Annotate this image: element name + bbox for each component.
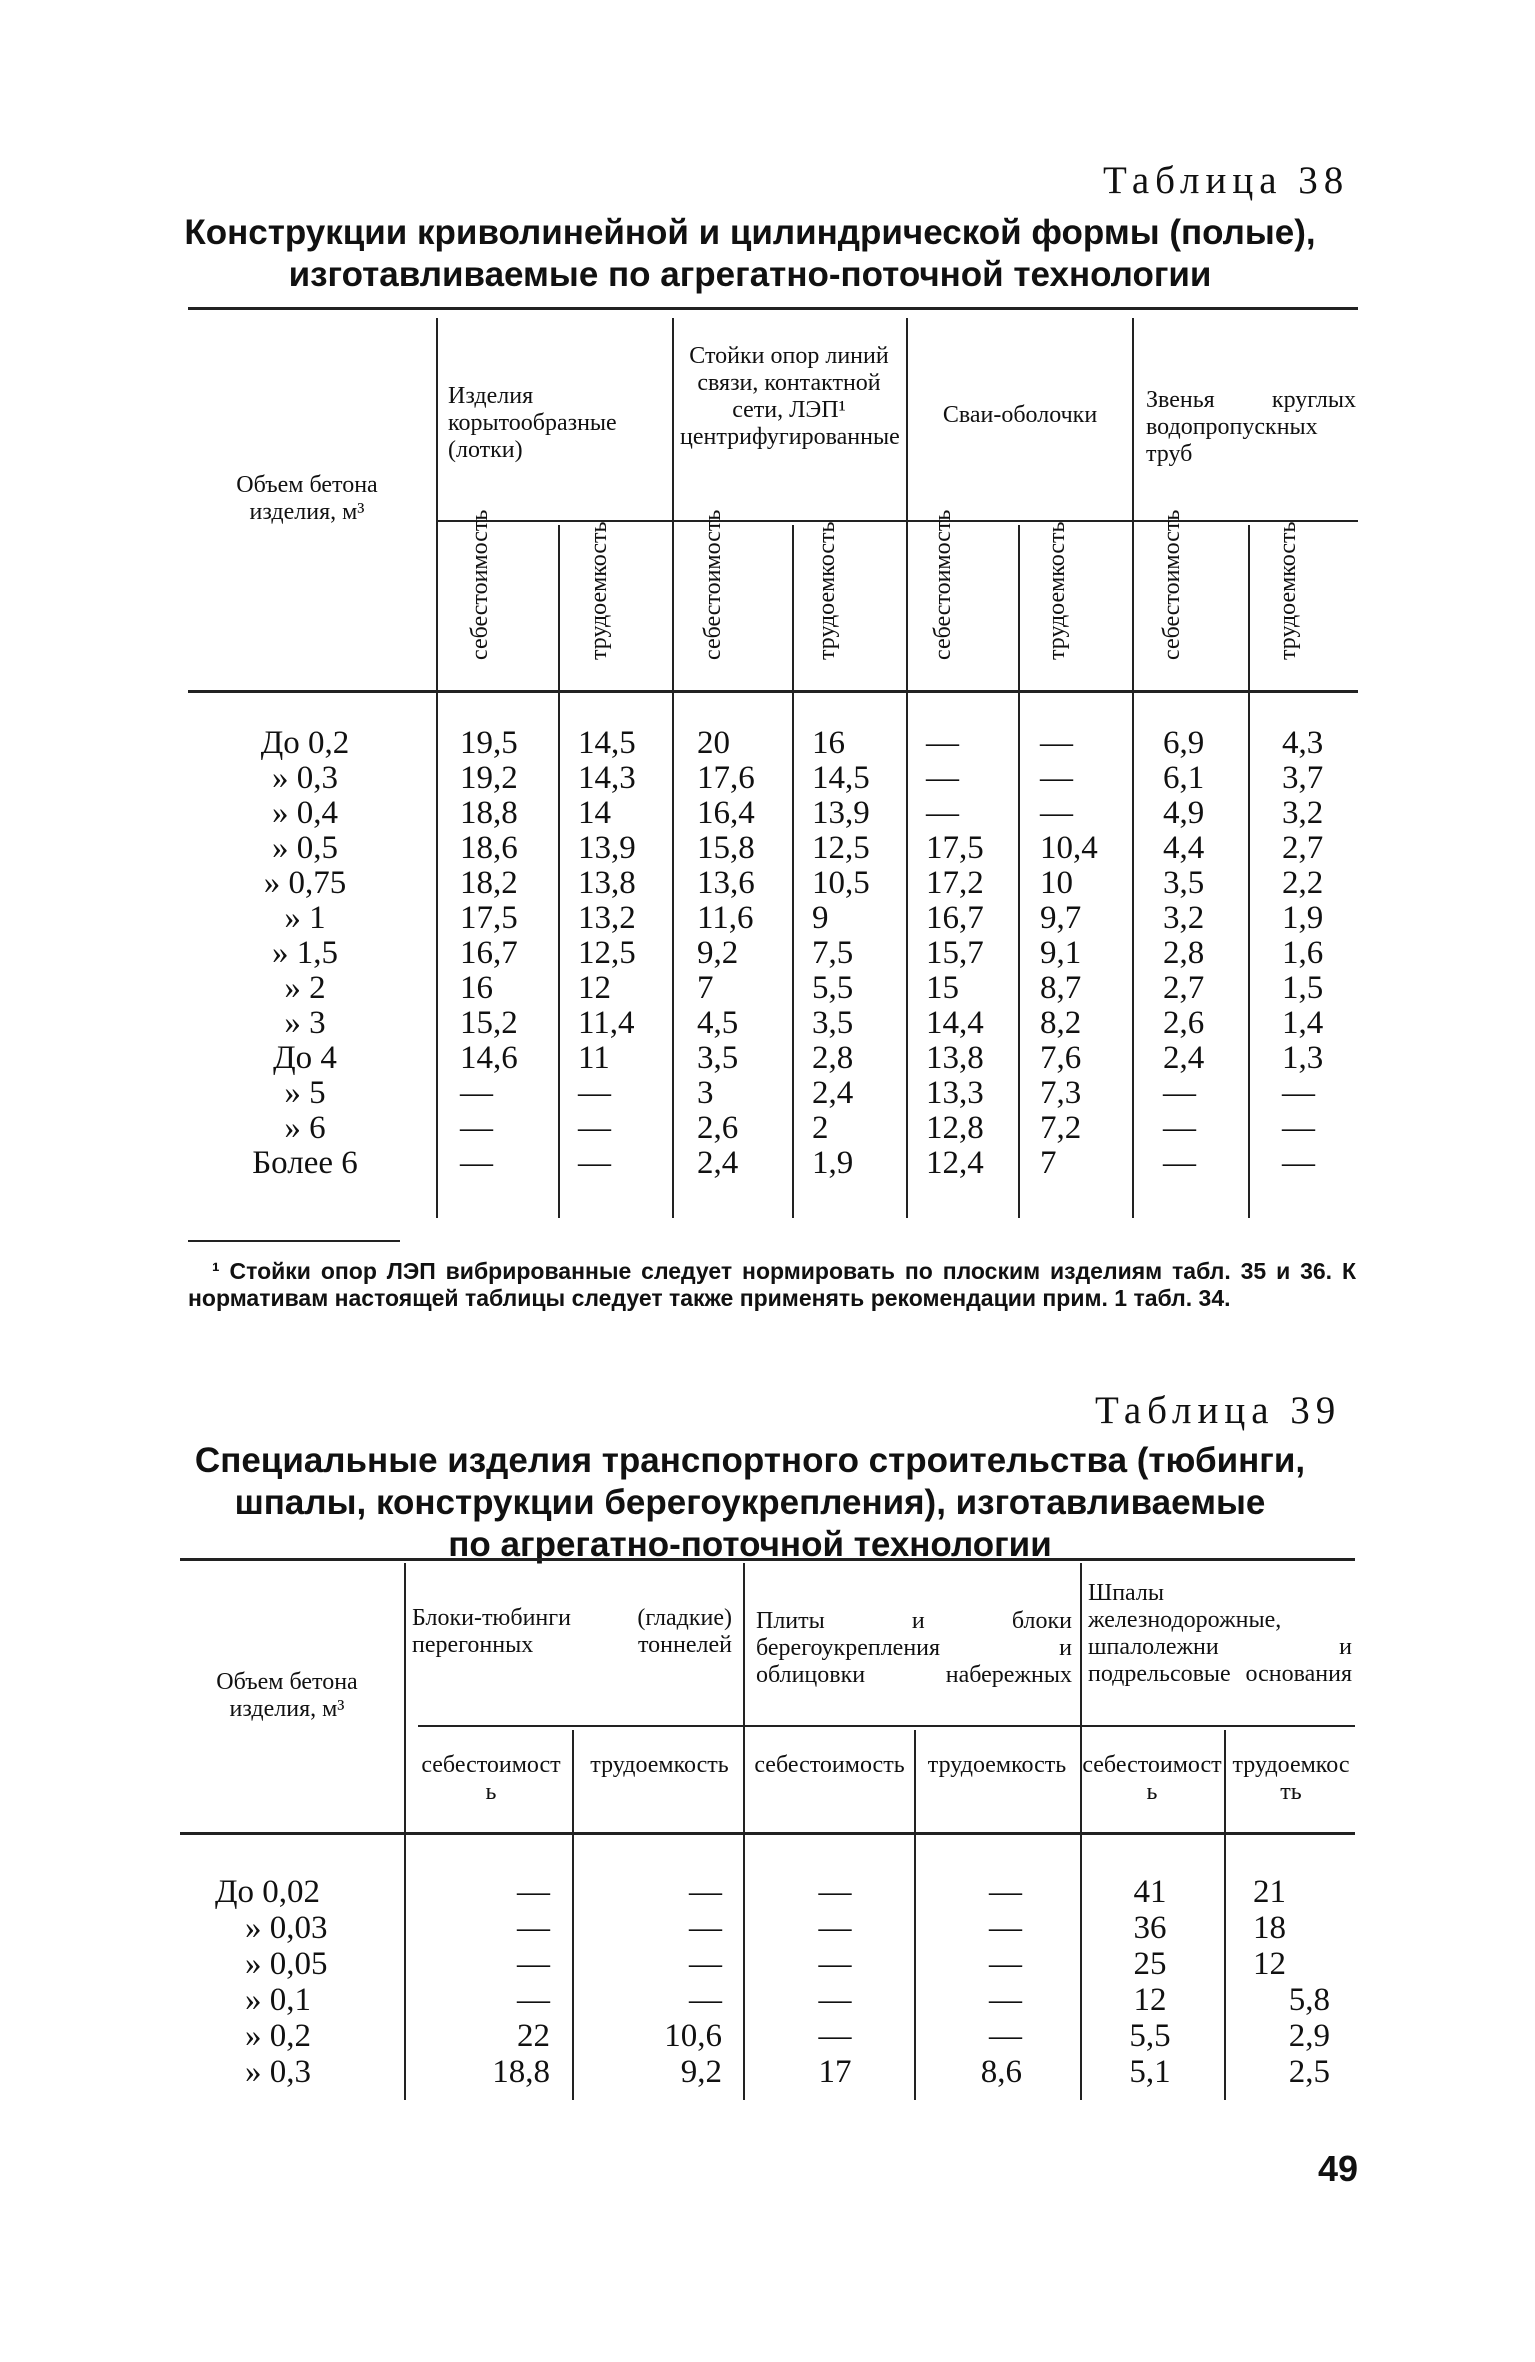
table-cell: 7,3 bbox=[1040, 1075, 1082, 1111]
table-38-sub-labor: трудоемкость bbox=[1275, 521, 1301, 660]
table-cell: 12,8 bbox=[926, 1110, 984, 1146]
table-cell: 15 bbox=[926, 970, 959, 1006]
table-cell: 14,3 bbox=[578, 760, 636, 796]
table-cell: — bbox=[818, 1910, 852, 1946]
table-cell: 13,9 bbox=[812, 795, 870, 831]
table-cell: 7,5 bbox=[812, 935, 854, 971]
row-label: Более 6 bbox=[252, 1145, 358, 1181]
table-cell: — bbox=[578, 1110, 611, 1146]
table-cell: 3,2 bbox=[1282, 795, 1324, 831]
table-cell: — bbox=[1040, 795, 1073, 831]
table-cell: 17,5 bbox=[926, 830, 984, 866]
table-cell: 25 bbox=[1133, 1946, 1167, 1982]
table-cell: 8,6 bbox=[980, 2054, 1022, 2090]
table-38-col-pipes-cost bbox=[1163, 726, 1204, 1181]
table-cell: 9,2 bbox=[680, 2054, 722, 2090]
table-cell: 7 bbox=[1040, 1145, 1057, 1181]
table-cell: 1,5 bbox=[1282, 970, 1324, 1006]
table-38-row-labels bbox=[215, 726, 395, 1181]
table-cell: 13,3 bbox=[926, 1075, 984, 1111]
table-cell: 1,9 bbox=[812, 1145, 854, 1181]
table-39-col-tubings-cost bbox=[470, 1875, 550, 2091]
table-cell: — bbox=[989, 1910, 1022, 1946]
table-cell: 10 bbox=[1040, 865, 1073, 901]
table-cell: 17,2 bbox=[926, 865, 984, 901]
table-cell: — bbox=[989, 1874, 1022, 1910]
table-cell: 13,2 bbox=[578, 900, 636, 936]
row-label: До 4 bbox=[273, 1040, 337, 1076]
table-38-group-trays: Изделия корытообразные (лотки) bbox=[448, 383, 617, 463]
table-cell: 3 bbox=[697, 1075, 714, 1111]
table-38-col-pipes-labor bbox=[1282, 726, 1323, 1181]
table-cell: — bbox=[818, 2018, 852, 2054]
table-cell: — bbox=[989, 1946, 1022, 1982]
table-cell: — bbox=[989, 1982, 1022, 2018]
table-cell: 9 bbox=[812, 900, 829, 936]
table-cell: 8,7 bbox=[1040, 970, 1082, 1006]
table-39-col-plates-labor bbox=[940, 1875, 1022, 2091]
table-cell: 9,1 bbox=[1040, 935, 1082, 971]
table-cell: 7 bbox=[697, 970, 714, 1006]
table-cell: — bbox=[578, 1075, 611, 1111]
table-cell: 22 bbox=[517, 2018, 550, 2054]
table-cell: 20 bbox=[697, 725, 730, 761]
table-cell: 13,9 bbox=[578, 830, 636, 866]
table-cell: 2,8 bbox=[812, 1040, 854, 1076]
table-cell: 10,4 bbox=[1040, 830, 1098, 866]
table-cell: 14 bbox=[578, 795, 611, 831]
table-cell: 19,2 bbox=[460, 760, 518, 796]
table-cell: 7,2 bbox=[1040, 1110, 1082, 1146]
table-cell: 16,4 bbox=[697, 795, 755, 831]
row-label: » 5 bbox=[284, 1075, 326, 1111]
table-cell: 2,7 bbox=[1282, 830, 1324, 866]
table-cell: 14,4 bbox=[926, 1005, 984, 1041]
table-cell: 17,6 bbox=[697, 760, 755, 796]
table-cell: 17,5 bbox=[460, 900, 518, 936]
row-label: » 0,3 bbox=[272, 760, 338, 796]
table-39-row-labels bbox=[215, 1875, 328, 2091]
table-38-sub-labor: трудоемкость bbox=[814, 521, 840, 660]
table-39-sub-labor: трудоемкость bbox=[590, 1752, 729, 1778]
row-label: » 0,5 bbox=[272, 830, 338, 866]
table-cell: — bbox=[926, 725, 959, 761]
table-cell: — bbox=[689, 1910, 722, 1946]
table-cell: 2,9 bbox=[1288, 2018, 1330, 2054]
table-cell: 12 bbox=[578, 970, 611, 1006]
table-cell: 16 bbox=[812, 725, 845, 761]
table-cell: — bbox=[689, 1946, 722, 1982]
table-cell: — bbox=[1040, 760, 1073, 796]
table-38-label: Таблица 38 bbox=[1103, 159, 1350, 202]
page-number: 49 bbox=[1318, 2148, 1359, 2189]
table-cell: 5,5 bbox=[1129, 2018, 1171, 2054]
table-38-group-poles: Стойки опор линий связи, контактной сети, ЛЭП¹ центрифугированные bbox=[680, 343, 900, 450]
table-cell: 3,7 bbox=[1282, 760, 1324, 796]
table-cell: 2 bbox=[812, 1110, 829, 1146]
table-cell: 36 bbox=[1133, 1910, 1167, 1946]
table-cell: 2,5 bbox=[1288, 2054, 1330, 2090]
table-cell: 14,6 bbox=[460, 1040, 518, 1076]
table-39-sub-labor: трудоемкость bbox=[1232, 1752, 1350, 1805]
row-label: » 0,75 bbox=[263, 865, 347, 901]
table-cell: — bbox=[460, 1110, 493, 1146]
table-cell: 14,5 bbox=[812, 760, 870, 796]
table-38-sub-labor: трудоемкость bbox=[586, 521, 612, 660]
table-39-group-tubings: Блоки-тюбинги (гладкие) перегонных тоннелей bbox=[412, 1605, 732, 1658]
table-cell: — bbox=[989, 2018, 1022, 2054]
table-cell: 9,7 bbox=[1040, 900, 1082, 936]
table-cell: 13,8 bbox=[578, 865, 636, 901]
table-cell: — bbox=[1282, 1075, 1315, 1111]
table-cell: 2,6 bbox=[697, 1110, 739, 1146]
table-cell: 1,9 bbox=[1282, 900, 1324, 936]
table-cell: 14,5 bbox=[578, 725, 636, 761]
table-38-col-trays-cost bbox=[460, 726, 518, 1181]
table-cell: 4,5 bbox=[697, 1005, 739, 1041]
table-39-group-sleepers: Шпалы железнодорожные, шпалолежни и подрельсовые основания bbox=[1088, 1580, 1352, 1687]
table-cell: — bbox=[1282, 1110, 1315, 1146]
table-cell: — bbox=[1163, 1145, 1196, 1181]
table-cell: — bbox=[1163, 1110, 1196, 1146]
table-38-col-poles-labor bbox=[812, 726, 870, 1181]
table-cell: 10,5 bbox=[812, 865, 870, 901]
row-label: » 0,2 bbox=[245, 2018, 311, 2054]
table-39-col-tubings-labor bbox=[640, 1875, 722, 2091]
row-label: » 6 bbox=[284, 1110, 326, 1146]
row-label: До 0,2 bbox=[260, 725, 350, 761]
table-cell: — bbox=[1163, 1075, 1196, 1111]
table-cell: — bbox=[818, 1982, 852, 2018]
table-cell: 11,6 bbox=[697, 900, 754, 936]
table-cell: 3,5 bbox=[812, 1005, 854, 1041]
table-39-sub-cost: себестоимость bbox=[754, 1752, 905, 1778]
table-cell: — bbox=[517, 1946, 550, 1982]
table-38-col-trays-labor bbox=[578, 726, 636, 1181]
table-cell: 15,8 bbox=[697, 830, 755, 866]
table-cell: — bbox=[517, 1910, 550, 1946]
table-cell: 1,3 bbox=[1282, 1040, 1324, 1076]
table-cell: 18,2 bbox=[460, 865, 518, 901]
table-cell: 2,2 bbox=[1282, 865, 1324, 901]
table-cell: 12 bbox=[1133, 1982, 1167, 2018]
table-38-sub-cost: себестоимость bbox=[1159, 509, 1185, 660]
table-cell: — bbox=[517, 1982, 550, 2018]
table-cell: — bbox=[689, 1874, 722, 1910]
table-cell: 15,2 bbox=[460, 1005, 518, 1041]
table-38-group-shell-piles: Сваи-оболочки bbox=[942, 402, 1098, 428]
table-cell: 2,6 bbox=[1163, 1005, 1205, 1041]
table-cell: — bbox=[1040, 725, 1073, 761]
table-cell: 11 bbox=[578, 1040, 610, 1076]
table-39-label: Таблица 39 bbox=[1095, 1389, 1342, 1432]
table-38-col-piles-labor bbox=[1040, 726, 1098, 1181]
table-cell: 18,8 bbox=[492, 2054, 550, 2090]
row-label: » 0,1 bbox=[245, 1982, 311, 2018]
table-38-sub-labor: трудоемкость bbox=[1044, 521, 1070, 660]
table-38-stub-header: Объем бетона изделия, м³ bbox=[236, 472, 378, 525]
table-cell: 3,2 bbox=[1163, 900, 1205, 936]
table-cell: 4,9 bbox=[1163, 795, 1205, 831]
table-cell: 18 bbox=[1253, 1910, 1286, 1946]
table-39-stub-header: Объем бетона изделия, м³ bbox=[216, 1669, 358, 1722]
table-cell: 1,4 bbox=[1282, 1005, 1324, 1041]
table-cell: 2,8 bbox=[1163, 935, 1205, 971]
table-cell: 3,5 bbox=[697, 1040, 739, 1076]
table-38-sub-cost: себестоимость bbox=[700, 509, 726, 660]
table-cell: 1,6 bbox=[1282, 935, 1324, 971]
table-cell: 8,2 bbox=[1040, 1005, 1082, 1041]
table-cell: — bbox=[460, 1075, 493, 1111]
table-cell: 13,8 bbox=[926, 1040, 984, 1076]
table-cell: — bbox=[460, 1145, 493, 1181]
row-label: » 3 bbox=[284, 1005, 326, 1041]
table-39-col-plates-cost bbox=[800, 1875, 870, 2091]
table-cell: 10,6 bbox=[664, 2018, 722, 2054]
row-label: » 0,03 bbox=[245, 1910, 328, 1946]
table-cell: 5,8 bbox=[1288, 1982, 1330, 2018]
table-cell: 2,4 bbox=[1163, 1040, 1205, 1076]
table-39-sub-cost: себестоимость bbox=[421, 1752, 561, 1805]
footnote-separator bbox=[188, 1240, 400, 1242]
table-cell: 16 bbox=[460, 970, 493, 1006]
table-cell: — bbox=[926, 795, 959, 831]
row-label: » 1,5 bbox=[272, 935, 338, 971]
table-cell: 18,6 bbox=[460, 830, 518, 866]
table-cell: 16,7 bbox=[926, 900, 984, 936]
table-38-title-line2: изготавливаемые по агрегатно-поточной технологии bbox=[288, 255, 1212, 294]
table-cell: — bbox=[818, 1874, 852, 1910]
table-cell: 3,5 bbox=[1163, 865, 1205, 901]
row-label: » 0,4 bbox=[272, 795, 338, 831]
table-cell: — bbox=[578, 1145, 611, 1181]
row-label: До 0,02 bbox=[215, 1874, 321, 1910]
table-cell: 2,4 bbox=[812, 1075, 854, 1111]
table-39-title-line2: шпалы, конструкции берегоукрепления), изготавливаемые bbox=[234, 1483, 1266, 1522]
row-label: » 0,3 bbox=[245, 2054, 311, 2090]
table-cell: 21 bbox=[1253, 1874, 1286, 1910]
table-cell: 4,3 bbox=[1282, 725, 1324, 761]
table-cell: 2,7 bbox=[1163, 970, 1205, 1006]
table-39-sub-cost: себестоимость bbox=[1082, 1752, 1222, 1805]
table-cell: 16,7 bbox=[460, 935, 518, 971]
table-cell: 5,1 bbox=[1129, 2054, 1171, 2090]
table-cell: 4,4 bbox=[1163, 830, 1205, 866]
table-cell: 5,5 bbox=[812, 970, 854, 1006]
table-38-title-line1: Конструкции криволинейной и цилиндрической формы (полые), bbox=[184, 213, 1316, 252]
row-label: » 2 bbox=[284, 970, 326, 1006]
table-cell: — bbox=[926, 760, 959, 796]
table-cell: 19,5 bbox=[460, 725, 518, 761]
table-39-col-sleepers-cost bbox=[1120, 1875, 1180, 2091]
table-cell: 17 bbox=[818, 2054, 852, 2090]
table-cell: — bbox=[689, 1982, 722, 2018]
table-39-col-sleepers-labor bbox=[1245, 1875, 1330, 2091]
table-cell: 2,4 bbox=[697, 1145, 739, 1181]
table-38-sub-cost: себестоимость bbox=[930, 509, 956, 660]
table-38-group-pipes: Звенья круглых водопропускных труб bbox=[1146, 387, 1356, 467]
table-cell: 41 bbox=[1133, 1874, 1167, 1910]
table-39-sub-labor: трудоемкость bbox=[927, 1752, 1067, 1778]
table-cell: 12 bbox=[1253, 1946, 1286, 1982]
table-38-sub-cost: себестоимость bbox=[467, 509, 493, 660]
table-cell: 13,6 bbox=[697, 865, 755, 901]
table-cell: 9,2 bbox=[697, 935, 739, 971]
table-cell: — bbox=[818, 1946, 852, 1982]
table-cell: 7,6 bbox=[1040, 1040, 1082, 1076]
table-cell: 12,5 bbox=[578, 935, 636, 971]
row-label: » 0,05 bbox=[245, 1946, 328, 1982]
table-38-col-poles-cost bbox=[697, 726, 755, 1181]
table-cell: — bbox=[517, 1874, 550, 1910]
table-cell: 12,5 bbox=[812, 830, 870, 866]
table-39-title-line3: по агрегатно-поточной технологии bbox=[448, 1525, 1052, 1564]
table-38-footnote: ¹ Стойки опор ЛЭП вибрированные следует нормировать по плоским изделиям табл. 35 и 36. К нормативам настоящей таблицы следует также применять рекомендации прим. 1 табл. 34. bbox=[188, 1258, 1356, 1311]
row-label: » 1 bbox=[284, 900, 326, 936]
table-cell: 18,8 bbox=[460, 795, 518, 831]
table-cell: 6,1 bbox=[1163, 760, 1205, 796]
table-38-col-piles-cost bbox=[926, 726, 984, 1181]
table-cell: 11,4 bbox=[578, 1005, 635, 1041]
table-cell: 15,7 bbox=[926, 935, 984, 971]
table-cell: 12,4 bbox=[926, 1145, 984, 1181]
table-39-title-line1: Специальные изделия транспортного строительства (тюбинги, bbox=[194, 1441, 1306, 1480]
table-39-group-bank-plates: Плиты и блоки берегоукрепления и облицовки набережных bbox=[756, 1608, 1072, 1688]
table-cell: — bbox=[1282, 1145, 1315, 1181]
table-cell: 6,9 bbox=[1163, 725, 1205, 761]
